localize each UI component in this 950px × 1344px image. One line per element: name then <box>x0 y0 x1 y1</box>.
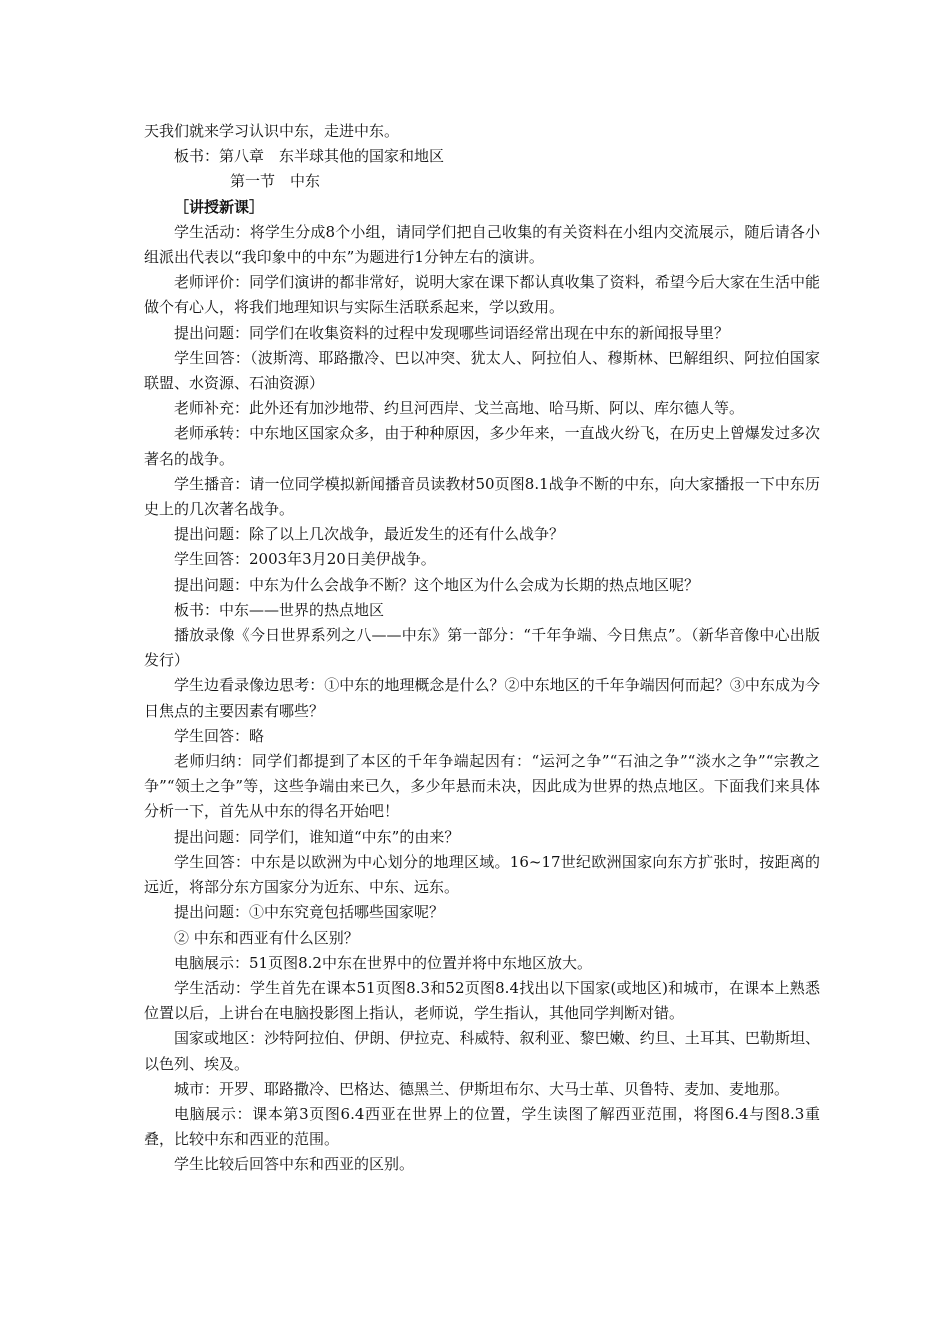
paragraph: 电脑展示：51页图8.2中东在世界中的位置并将中东地区放大。 <box>174 953 592 972</box>
paragraph: 天我们就来学习认识中东，走进中东。 <box>144 122 400 140</box>
paragraph: 老师归纳：同学们都提到了本区的千年争端起因有：“运河之争”“石油之争”“淡水之争”“宗教之争”“领土之争”等，这些争端由来已久，多少年悬而未决，因此成为世界的热点地区。下面我们来具体分析一下，首先从中东的得名开始吧！ <box>144 752 820 821</box>
paragraph: 老师补充：此外还有加沙地带、约旦河西岸、戈兰高地、哈马斯、阿以、库尔德人等。 <box>174 399 745 418</box>
paragraph: 提出问题：同学们在收集资料的过程中发现哪些词语经常出现在中东的新闻报导里？ <box>174 323 730 342</box>
paragraph: 老师承转：中东地区国家众多，由于种种原因，多少年来，一直战火纷飞，在历史上曾爆发过多次著名的战争。 <box>144 424 820 468</box>
paragraph: 学生回答：2003年3月20日美伊战争。 <box>174 550 436 569</box>
paragraph: 提出问题：中东为什么会战争不断？这个地区为什么会成为长期的热点地区呢？ <box>174 575 700 594</box>
paragraph: 学生回答：中东是以欧洲为中心划分的地理区域。16~17世纪欧洲国家向东方扩张时，按距离的远近，将部分东方国家分为近东、中东、远东。 <box>144 852 820 897</box>
paragraph: 学生回答：略 <box>174 726 265 745</box>
paragraph: 板书：中东——世界的热点地区 <box>174 600 385 619</box>
paragraph: 学生边看录像边思考：①中东的地理概念是什么？②中东地区的千年争端因何而起？③中东成为今日焦点的主要因素有哪些？ <box>144 676 820 720</box>
paragraph: 城市：开罗、耶路撒冷、巴格达、德黑兰、伊斯坦布尔、大马士革、贝鲁特、麦加、麦地那。 <box>174 1079 790 1098</box>
section-heading: ［讲授新课］ <box>174 197 265 216</box>
paragraph: 电脑展示：课本第3页图6.4西亚在世界上的位置，学生读图了解西亚范围，将图6.4与图8.3重叠，比较中东和西亚的范围。 <box>144 1104 820 1149</box>
paragraph: 提出问题：①中东究竟包括哪些国家呢？ <box>174 903 445 922</box>
paragraph: 老师评价：同学们演讲的都非常好，说明大家在课下都认真收集了资料，希望今后大家在生活中能做个有心人，将我们地理知识与实际生活联系起来，学以致用。 <box>144 273 820 317</box>
paragraph: 提出问题：除了以上几次战争，最近发生的还有什么战争？ <box>174 525 565 544</box>
paragraph: 板书：第八章 东半球其他的国家和地区 <box>174 147 445 166</box>
paragraph: 学生活动：将学生分成8个小组，请同学们把自己收集的有关资料在小组内交流展示，随后请各小组派出代表以“我印象中的中东”为题进行1分钟左右的演讲。 <box>144 222 820 267</box>
paragraph: 学生播音：请一位同学模拟新闻播音员读教材50页图8.1战争不断的中东，向大家播报一下中东历史上的几次著名战争。 <box>144 474 820 519</box>
paragraph: 学生回答：（波斯湾、耶路撒冷、巴以冲突、犹太人、阿拉伯人、穆斯林、巴解组织、阿拉伯国家联盟、水资源、石油资源） <box>144 348 820 393</box>
paragraph: ② 中东和西亚有什么区别？ <box>174 928 359 947</box>
paragraph: 学生比较后回答中东和西亚的区别。 <box>174 1155 415 1174</box>
paragraph: 提出问题：同学们，谁知道“中东”的由来？ <box>174 827 460 846</box>
paragraph: 学生活动：学生首先在课本51页图8.3和52页图8.4找出以下国家(或地区)和城市，在课本上熟悉位置以后，上讲台在电脑投影图上指认，老师说，学生指认，其他同学判断对错。 <box>144 978 820 1023</box>
paragraph: 第一节 中东 <box>230 172 321 191</box>
document-page <box>144 119 820 1178</box>
paragraph: 播放录像《今日世界系列之八——中东》第一部分：“千年争端、今日焦点”。（新华音像中心出版发行） <box>144 626 820 670</box>
paragraph: 国家或地区：沙特阿拉伯、伊朗、伊拉克、科威特、叙利亚、黎巴嫩、约旦、土耳其、巴勒斯坦、以色列、埃及。 <box>144 1029 820 1073</box>
